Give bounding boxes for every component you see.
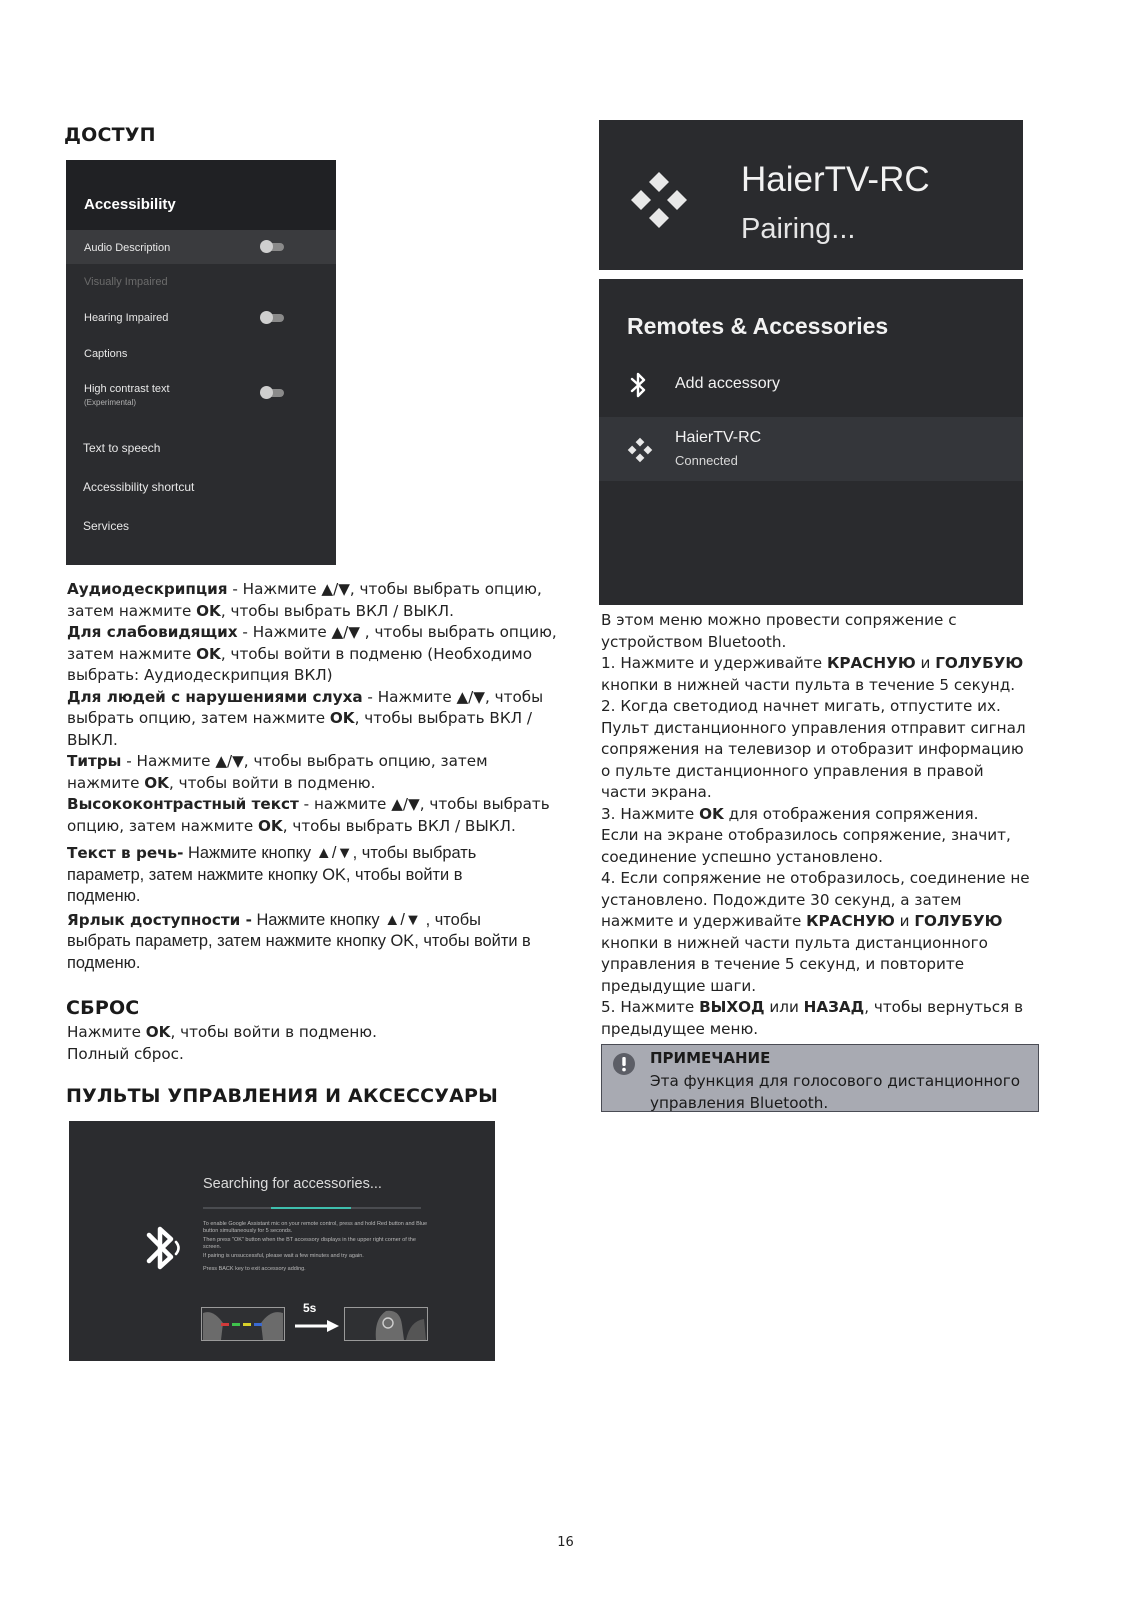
reset-text: [67, 1022, 537, 1065]
menu-item-visually-impaired: [66, 264, 336, 300]
desc-accessibility-shortcut: Ярлык доступности - Нажмите кнопку ▲/▼ , чтобы выбрать параметр, затем нажмите кнопку OK, чтобы войти в подменю.: [67, 910, 531, 972]
menu-item-captions: [66, 336, 336, 372]
instructions-step-3-result: Если на экране отобразилось сопряжение, значит, соединение успешно установлено.: [601, 826, 1011, 866]
searching-accessories-screenshot: [69, 1121, 495, 1361]
pairing-screenshot: [599, 120, 1023, 270]
menu-item-services: [66, 508, 336, 544]
desc-visually-impaired: Для слабовидящих - Нажмите ▲/▼ , чтобы выбрать опцию, затем нажмите OK, чтобы войти в подменю (Необходимо выбрать: Аудиодескрипция ВКЛ): [67, 623, 557, 684]
paired-device-status: Connected: [675, 453, 738, 468]
accessibility-screenshot: [66, 160, 336, 565]
arrow-right-icon: [293, 1318, 341, 1334]
pairing-instructions: [601, 610, 1031, 1040]
searching-info: [203, 1221, 429, 1275]
instructions-step-1: 1. Нажмите и удерживайте КРАСНУЮ и ГОЛУБУЮ кнопки в нижней части пульта в течение 5 секунд.: [601, 654, 1024, 694]
desc-captions: Титры - Нажмите ▲/▼, чтобы выбрать опцию, затем нажмите OK, чтобы войти в подменю.: [67, 752, 488, 792]
access-descriptions: [67, 579, 557, 837]
menu-item-sublabel: (Experimental): [84, 398, 137, 407]
section-heading-remotes: ПУЛЬТЫ УПРАВЛЕНИЯ И АКСЕССУАРЫ: [66, 1085, 499, 1107]
instructions-step-4: 4. Если сопряжение не отобразилось, соединение не установлено. Подождите 30 секунд, а затем нажмите и удерживайте КРАСНУЮ и ГОЛУБУЮ кнопки в нижней части пульта дистанционного управления в течение 5 секунд, и повторите предыдущие шаги.: [601, 869, 1030, 995]
section-heading-access: ДОСТУП: [64, 124, 156, 146]
menu-item-label: Hearing Impaired: [84, 312, 169, 324]
section-heading-reset: СБРОС: [66, 997, 140, 1019]
info-line: Press BACK key to exit accessory adding.: [203, 1266, 306, 1272]
toggle-icon: [262, 314, 284, 322]
menu-item-accessibility-shortcut: [66, 469, 336, 505]
menu-item-label: Accessibility shortcut: [83, 480, 195, 494]
menu-item-label: Services: [83, 519, 130, 533]
desc-text-to-speech: Текст в речь- Нажмите кнопку ▲/▼, чтобы выбрать параметр, затем нажмите кнопку OK, чтобы войти в подменю.: [67, 844, 477, 905]
pairing-status: Pairing...: [741, 213, 856, 245]
bluetooth-icon: [629, 371, 649, 399]
pairing-device-name: HaierTV-RC: [741, 160, 930, 199]
search-progress-bar: [203, 1207, 421, 1209]
info-line: To enable Google Assistant mic on your remote control, press and hold Red button and Blue button simultaneously for 5 seconds.: [203, 1221, 428, 1234]
accessibility-title: Accessibility: [66, 160, 336, 230]
reset-line-2: Полный сброс.: [67, 1044, 184, 1063]
remote-buttons-illustration: [201, 1307, 285, 1341]
paired-device-item: [599, 417, 1023, 481]
toggle-icon: [262, 389, 284, 397]
warning-icon: [612, 1052, 636, 1076]
note-text: Эта функция для голосового дистанционного управления Bluetooth.: [650, 1072, 1020, 1112]
menu-item-label: Visually Impaired: [84, 276, 168, 288]
instructions-step-3: 3. Нажмите OK для отображения сопряжения.: [601, 804, 979, 823]
note-heading: ПРИМЕЧАНИЕ: [650, 1049, 771, 1067]
menu-item-label: High contrast text: [84, 383, 170, 395]
page-number: 16: [557, 1535, 574, 1550]
paired-device-name: HaierTV-RC: [675, 429, 762, 446]
menu-item-text-to-speech: [66, 430, 336, 466]
instructions-intro: В этом меню можно провести сопряжение с устройством Bluetooth.: [601, 611, 957, 651]
gamepad-icon: [626, 436, 654, 464]
info-line: If pairing is unsuccessful, please wait a few minutes and try again.: [203, 1253, 364, 1259]
searching-title: Searching for accessories...: [203, 1176, 382, 1192]
note-box: [601, 1044, 1039, 1112]
access-descriptions-2: [67, 843, 537, 974]
info-line: Then press "OK" button when the BT accessory displays in the upper right corner of the screen.: [203, 1237, 416, 1250]
menu-item-label: Audio Description: [84, 242, 171, 254]
toggle-icon: [262, 243, 284, 251]
menu-item-high-contrast: [66, 372, 336, 420]
timer-label: 5s: [303, 1301, 317, 1315]
remote-ok-illustration: [344, 1307, 428, 1341]
menu-item-label: Captions: [84, 348, 128, 360]
desc-hearing-impaired: Для людей с нарушениями слуха - Нажмите ▲/▼, чтобы выбрать опцию, затем нажмите OK, чтобы выбрать ВКЛ / ВЫКЛ.: [67, 687, 544, 749]
instructions-step-5: 5. Нажмите ВЫХОД или НАЗАД, чтобы вернуться в предыдущее меню.: [601, 998, 1024, 1038]
reset-line-1: Нажмите OK, чтобы войти в подменю.: [67, 1023, 377, 1041]
desc-high-contrast: Высококонтрастный текст - нажмите ▲/▼, чтобы выбрать опцию, затем нажмите OK, чтобы выбрать ВКЛ / ВЫКЛ.: [67, 795, 550, 835]
menu-item-audio-description: [66, 230, 336, 264]
add-accessory-item: [599, 355, 1023, 413]
menu-item-hearing-impaired: [66, 300, 336, 336]
menu-item-label: Text to speech: [83, 441, 161, 455]
desc-audio-description: Аудиодескрипция - Нажмите ▲/▼, чтобы выбрать опцию, затем нажмите OK, чтобы выбрать ВКЛ / ВЫКЛ.: [67, 580, 542, 620]
remotes-title: Remotes & Accessories: [627, 313, 889, 339]
gamepad-icon: [627, 168, 691, 232]
remotes-accessories-screenshot: [599, 279, 1023, 605]
bluetooth-icon: [141, 1221, 189, 1275]
instructions-step-2: 2. Когда светодиод начнет мигать, отпустите их. Пульт дистанционного управления отправит сигнал сопряжения на телевизор и отобразит информацию о пульте дистанционного управления в правой части экрана.: [601, 697, 1026, 801]
add-accessory-label: Add accessory: [675, 375, 780, 392]
